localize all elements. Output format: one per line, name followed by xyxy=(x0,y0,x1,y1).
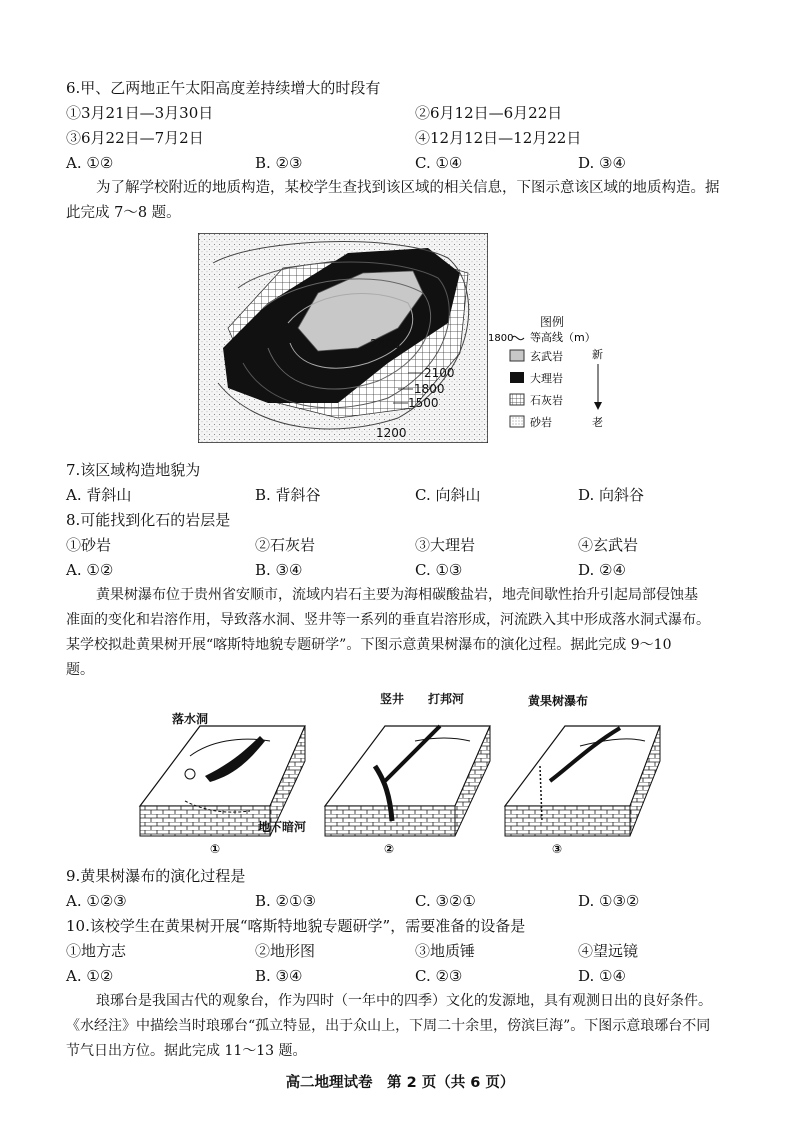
q7-option-b: B. 背斜谷 xyxy=(255,486,321,504)
caption-3: ③ xyxy=(552,842,563,856)
caption-2: ② xyxy=(384,842,395,856)
q6-item-4: ④12月12日—12月22日 xyxy=(415,129,582,147)
q10-item-4: ④望远镜 xyxy=(578,942,639,960)
q10-stem: 10.该校学生在黄果树开展“喀斯特地貌专题研学”，需要准备的设备是 xyxy=(66,917,526,935)
intro-11-13-line1: 琅琊台是我国古代的观象台，作为四时（一年中的四季）文化的发源地，具有观测日出的良好条件。 xyxy=(96,993,712,1009)
legend-title: 图例 xyxy=(540,315,565,329)
q6-option-c: C. ①④ xyxy=(415,154,463,172)
q9-option-d: D. ①③② xyxy=(578,892,640,910)
contour-label-2400: 2400 xyxy=(370,337,401,351)
page-footer: 高二地理试卷 第 2 页（共 6 页） xyxy=(285,1075,515,1091)
q6-stem: 6.甲、乙两地正午太阳高度差持续增大的时段有 xyxy=(66,79,381,97)
q6-item-1: ①3月21日—3月30日 xyxy=(66,104,214,122)
contour-label-2100: 2100 xyxy=(424,366,455,380)
q9-option-c: C. ③②① xyxy=(415,892,476,910)
q6-item-2: ②6月12日—6月22日 xyxy=(415,104,563,122)
legend-limestone: 石灰岩 xyxy=(530,394,563,407)
legend-contour-label: 等高线（m） xyxy=(530,331,596,344)
legend-sandstone: 砂岩 xyxy=(530,416,552,429)
label-huangguoshu-waterfall: 黄果树瀑布 xyxy=(528,694,589,708)
contour-label-1800: 1800 xyxy=(414,382,445,396)
q7-option-d: D. 向斜谷 xyxy=(578,486,645,504)
q10-item-3: ③地质锤 xyxy=(415,942,476,960)
legend-marble: 大理岩 xyxy=(530,372,563,385)
q6-option-b: B. ②③ xyxy=(255,154,303,172)
intro-9-10-line1: 黄果树瀑布位于贵州省安顺市，流域内岩石主要为海相碳酸盐岩，地壳间歇性抬升引起局部侵蚀基 xyxy=(96,587,698,603)
intro-9-10-line4: 题。 xyxy=(66,662,94,678)
contour-label-1200: 1200 xyxy=(376,426,407,440)
caption-1: ① xyxy=(210,842,221,856)
intro-11-13-line3: 节气日出方位。据此完成 11～13 题。 xyxy=(66,1043,307,1059)
label-dabang-river: 打邦河 xyxy=(428,692,465,706)
q7-option-c: C. 向斜山 xyxy=(415,486,481,504)
q8-item-1: ①砂岩 xyxy=(66,536,112,554)
q10-item-1: ①地方志 xyxy=(66,942,127,960)
q7-option-a: A. 背斜山 xyxy=(66,486,132,504)
intro-9-10-line3: 某学校拟赴黄果树开展“喀斯特地貌专题研学”。下图示意黄果树瀑布的演化过程。据此完成 9～10 xyxy=(66,637,672,653)
q9-stem: 9.黄果树瀑布的演化过程是 xyxy=(66,867,246,885)
geological-map xyxy=(198,233,488,443)
karst-block-2 xyxy=(325,726,490,836)
q8-option-c: C. ①③ xyxy=(415,561,463,579)
legend-basalt: 玄武岩 xyxy=(530,350,563,363)
q7-stem: 7.该区域构造地貌为 xyxy=(66,461,201,479)
q9-option-b: B. ②①③ xyxy=(255,892,316,910)
q10-option-a: A. ①② xyxy=(66,967,114,985)
q8-option-a: A. ①② xyxy=(66,561,114,579)
intro-7-8-line1: 为了解学校附近的地质构造，某校学生查找到该区域的相关信息，下图示意该区域的地质构造。据 xyxy=(96,180,720,196)
label-underground-river: 地下暗河 xyxy=(258,820,307,834)
q8-option-d: D. ②④ xyxy=(578,561,626,579)
q8-item-3: ③大理岩 xyxy=(415,536,476,554)
contour-label-1500: 1500 xyxy=(408,396,439,410)
map-legend xyxy=(488,330,618,440)
q6-option-a: A. ①② xyxy=(66,154,114,172)
age-arrow-new: 新 xyxy=(592,348,603,361)
q10-option-b: B. ③④ xyxy=(255,967,303,985)
intro-9-10-line2: 准面的变化和岩溶作用，导致落水洞、竖井等一系列的垂直岩溶形成，河流跌入其中形成落水洞式瀑布。 xyxy=(66,612,710,628)
intro-7-8-line2: 此完成 7～8 题。 xyxy=(66,205,181,221)
q8-option-b: B. ③④ xyxy=(255,561,303,579)
age-arrow-old: 老 xyxy=(592,416,603,429)
q6-option-d: D. ③④ xyxy=(578,154,626,172)
q8-stem: 8.可能找到化石的岩层是 xyxy=(66,511,231,529)
q9-option-a: A. ①②③ xyxy=(66,892,127,910)
label-shaft: 竖井 xyxy=(380,692,405,706)
q10-option-d: D. ①④ xyxy=(578,967,626,985)
q10-option-c: C. ②③ xyxy=(415,967,463,985)
q6-item-3: ③6月22日—7月2日 xyxy=(66,129,204,147)
legend-contour-value: 1800 xyxy=(488,333,514,344)
karst-block-3 xyxy=(505,726,660,836)
karst-evolution-figure xyxy=(130,686,670,861)
label-sinkhole: 落水洞 xyxy=(172,712,209,726)
q10-item-2: ②地形图 xyxy=(255,942,316,960)
intro-11-13-line2: 《水经注》中描绘当时琅琊台“孤立特显，出于众山上，下周二十余里，傍滨巨海”。下图示意琅琊台不同 xyxy=(66,1018,711,1034)
q8-item-4: ④玄武岩 xyxy=(578,536,639,554)
q8-item-2: ②石灰岩 xyxy=(255,536,316,554)
